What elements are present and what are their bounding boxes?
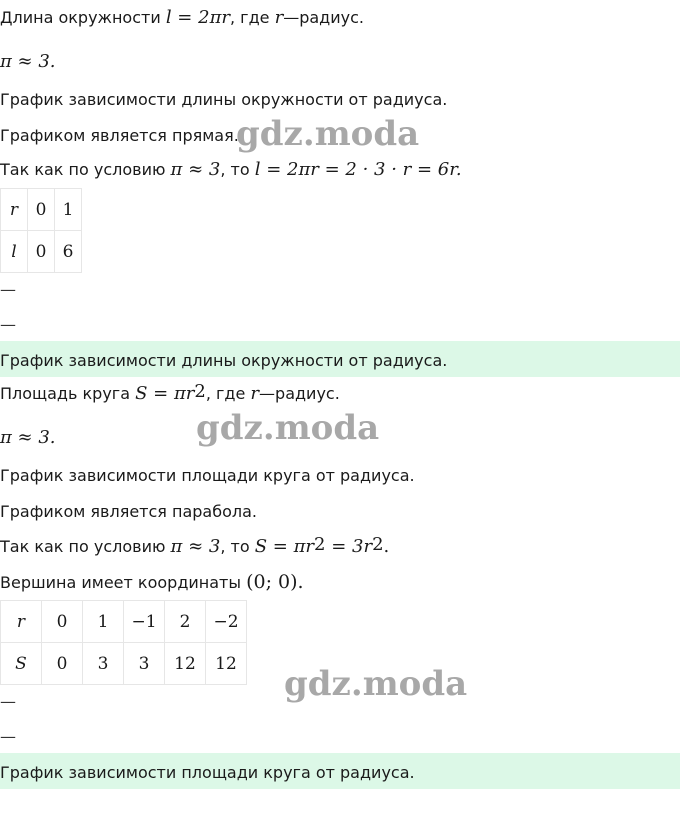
caption-text: График зависимости длины окружности от радиуса. [0, 351, 448, 370]
text: , где [205, 384, 251, 403]
graph-placeholder-dash: — [0, 692, 16, 711]
table-cell: 0 [28, 189, 55, 231]
text: , то [220, 537, 255, 556]
formula: r [250, 383, 260, 404]
graph-title-text: График зависимости площади круга от радиуса. [0, 466, 415, 485]
formula: π ≈ 3 [170, 159, 221, 180]
table-cell: 2 [165, 601, 206, 643]
formula: S = πr [254, 536, 315, 557]
graph-placeholder-dash: — [0, 315, 16, 334]
table-cell: −2 [206, 601, 247, 643]
graph-title-text: График зависимости длины окружности от радиуса. [0, 90, 448, 109]
values-table-area [0, 600, 247, 685]
text: Вершина имеет координаты [0, 573, 247, 592]
text: . [383, 536, 390, 557]
table-row [1, 189, 82, 231]
formula: r [274, 7, 284, 28]
caption-text: График зависимости площади круга от радиуса. [0, 763, 415, 782]
table-cell: 12 [165, 643, 206, 685]
formula: S = πr [135, 383, 195, 404]
text: Длина окружности [0, 8, 166, 27]
vertex-line [0, 572, 304, 593]
table-cell: 0 [42, 643, 83, 685]
watermark-logo: gdz.moda [284, 664, 468, 704]
formula: (0; 0). [246, 571, 304, 593]
table-cell: 1 [55, 189, 82, 231]
exponent: 2 [194, 381, 206, 402]
table-cell: l [1, 231, 28, 273]
caption-band [0, 341, 680, 377]
watermark-logo: gdz.moda [196, 408, 380, 448]
text: —радиус. [283, 8, 364, 27]
formula: l = 2πr [165, 7, 230, 28]
text: —радиус. [259, 384, 340, 403]
table-cell: r [1, 189, 28, 231]
pi-approx: π ≈ 3. [0, 427, 56, 448]
watermark-logo: gdz.moda [236, 114, 420, 154]
table-cell: 3 [83, 643, 124, 685]
table-cell: 12 [206, 643, 247, 685]
area-formula-line [0, 381, 340, 404]
text: Так как по условию [0, 160, 171, 179]
table-cell: −1 [124, 601, 165, 643]
table-cell: r [1, 601, 42, 643]
graph-type-text: Графиком является прямая. [0, 126, 239, 145]
formula: π ≈ 3 [170, 536, 221, 557]
caption-band [0, 753, 680, 789]
derivation-line [0, 534, 390, 557]
pi-approx: π ≈ 3. [0, 51, 56, 72]
exponent: 2 [314, 534, 326, 555]
formula: = 3r [325, 536, 373, 557]
values-table-circumference [0, 188, 82, 273]
table-row [1, 601, 247, 643]
text: Так как по условию [0, 537, 171, 556]
table-cell: 3 [124, 643, 165, 685]
graph-type-text: Графиком является парабола. [0, 502, 257, 521]
table-cell: 0 [28, 231, 55, 273]
graph-placeholder-dash: — [0, 280, 16, 299]
table-cell: 1 [83, 601, 124, 643]
exponent: 2 [372, 534, 384, 555]
graph-placeholder-dash: — [0, 727, 16, 746]
text: , где [230, 8, 275, 27]
circumference-formula-line [0, 8, 364, 28]
table-cell: 6 [55, 231, 82, 273]
formula: l = 2πr = 2 · 3 · r = 6r. [254, 159, 462, 180]
text: , то [220, 160, 255, 179]
table-cell: 0 [42, 601, 83, 643]
derivation-line [0, 160, 462, 180]
table-row [1, 231, 82, 273]
text: Площадь круга [0, 384, 136, 403]
table-row [1, 643, 247, 685]
table-cell: S [1, 643, 42, 685]
